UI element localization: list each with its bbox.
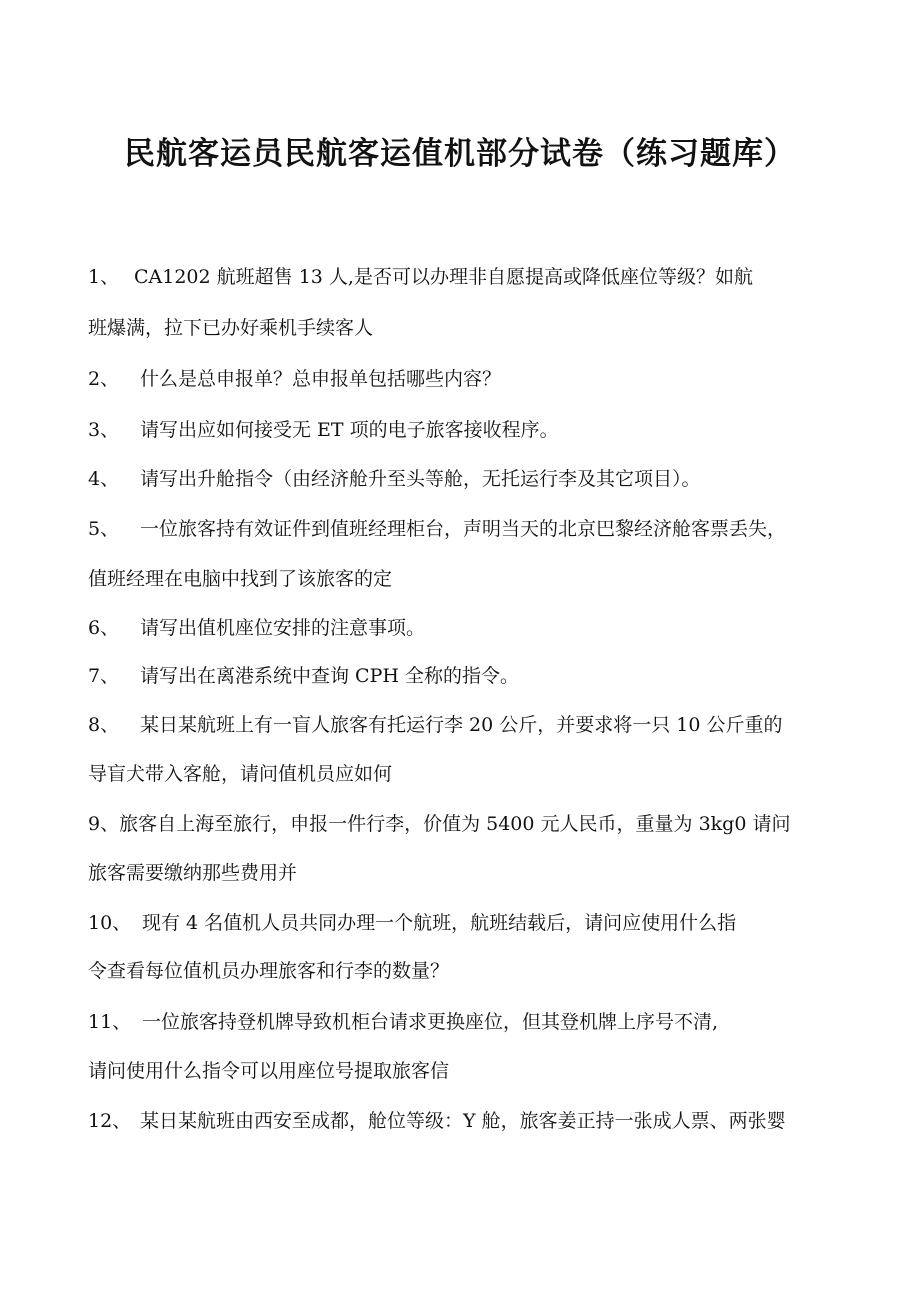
question-text: 请写出值机座位安排的注意事项。 (140, 617, 426, 639)
question-text: 旅客需要缴纳那些费用并 (88, 862, 298, 884)
question-text: 什么是总申报单？总申报单包括哪些内容？ (140, 368, 502, 390)
question-number: 10、 (88, 912, 132, 934)
question-1 (88, 263, 868, 291)
question-text: CA1202 航班超售 13 人,是否可以办理非自愿提高或降低座位等级？如航 (134, 266, 753, 288)
question-number: 8、 (88, 714, 120, 736)
question-text: 班爆满，拉下已办好乘机手续客人 (88, 317, 374, 339)
question-12 (88, 1107, 868, 1135)
question-text: 请写出应如何接受无 ET 项的电子旅客接收程序。 (140, 419, 559, 441)
question-8-continued (88, 760, 868, 788)
question-text: 请写出升舱指令（由经济舱升至头等舱，无托运行李及其它项目）。 (140, 468, 701, 490)
question-text: 现有 4 名值机人员共同办理一个航班，航班结载后，请问应使用什么指 (142, 912, 737, 934)
question-10 (88, 909, 868, 937)
question-number: 2、 (88, 368, 120, 390)
question-number: 5、 (88, 518, 120, 540)
question-text: 值班经理在电脑中找到了该旅客的定 (88, 568, 393, 590)
question-text: 旅客自上海至旅行，申报一件行李，价值为 5400 元人民币，重量为 3kg0 请问 (119, 813, 791, 835)
question-text: 令查看每位值机员办理旅客和行李的数量？ (88, 960, 450, 982)
question-9-continued (88, 859, 868, 887)
question-number: 1、 (88, 266, 120, 288)
question-8 (88, 711, 868, 739)
question-text: 某日某航班上有一盲人旅客有托运行李 20 公斤，并要求将一只 10 公斤重的 (140, 714, 783, 736)
question-number: 12、 (88, 1110, 132, 1132)
question-11-continued (88, 1057, 868, 1085)
question-number: 9、 (88, 813, 120, 835)
question-text: 某日某航班由西安至成都，舱位等级：Y 舱，旅客姜正持一张成人票、两张婴 (140, 1110, 786, 1132)
question-1-continued (88, 314, 868, 342)
question-10-continued (88, 957, 868, 985)
question-number: 6、 (88, 617, 120, 639)
document-title: 民航客运员民航客运值机部分试卷（练习题库） (124, 136, 796, 172)
question-3 (88, 416, 868, 444)
question-5-continued (88, 565, 868, 593)
question-number: 4、 (88, 468, 120, 490)
question-5 (88, 515, 868, 543)
question-9 (88, 810, 868, 838)
question-number: 7、 (88, 665, 120, 687)
question-number: 3、 (88, 419, 120, 441)
question-4 (88, 465, 868, 493)
question-text: 导盲犬带入客舱，请问值机员应如何 (88, 763, 393, 785)
question-text: 一位旅客持有效证件到值班经理柜台，声明当天的北京巴黎经济舱客票丢失， (140, 518, 787, 540)
question-text: 一位旅客持登机牌导致机柜台请求更换座位，但其登机牌上序号不清, (142, 1011, 719, 1033)
question-6 (88, 614, 868, 642)
question-11 (88, 1008, 868, 1036)
question-text: 请写出在离港系统中查询 CPH 全称的指令。 (140, 665, 519, 687)
question-2 (88, 365, 868, 393)
question-7 (88, 662, 868, 690)
question-text: 请问使用什么指令可以用座位号提取旅客信 (88, 1060, 450, 1082)
question-number: 11、 (88, 1011, 132, 1033)
